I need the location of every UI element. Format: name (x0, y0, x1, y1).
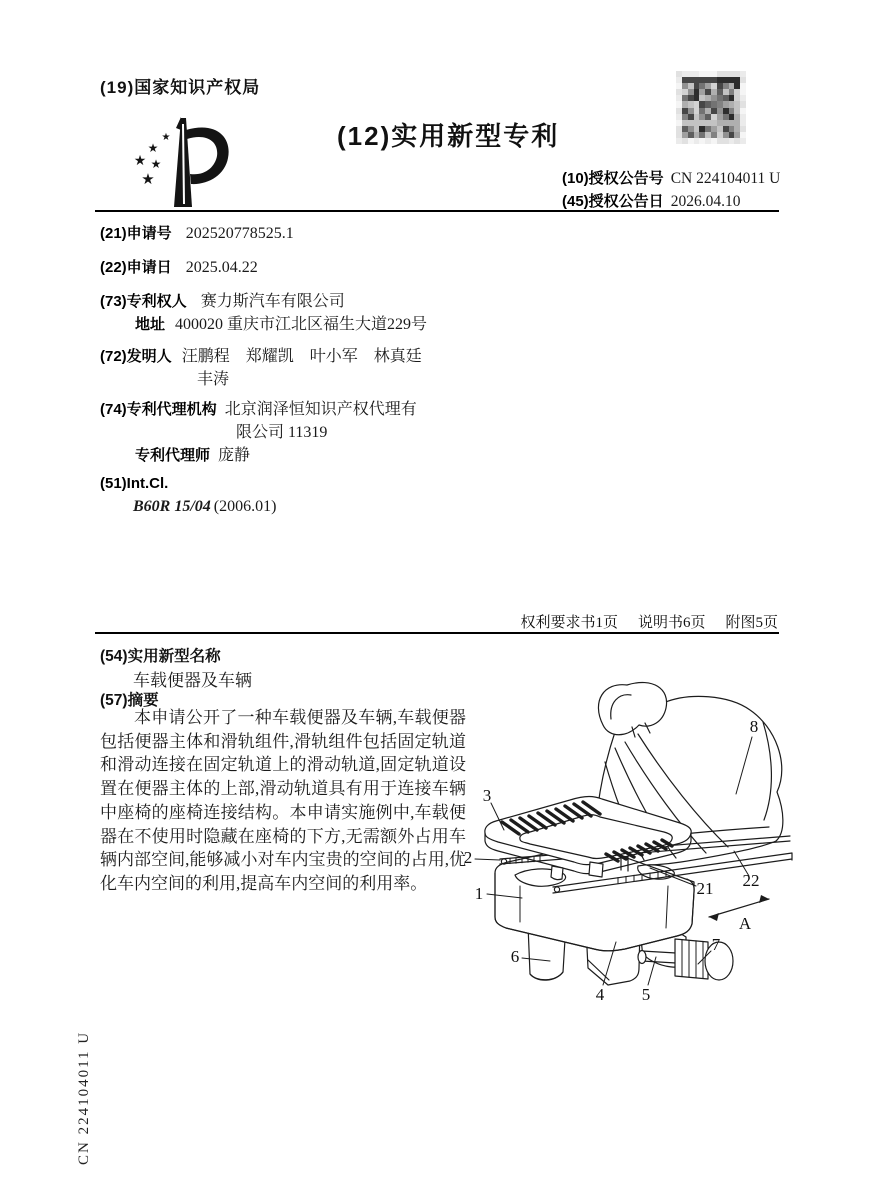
abstract-text: 本申请公开了一种车载便器及车辆,车载便器包括便器主体和滑轨组件,滑轨组件包括固定轨道和滑动连接在固定轨道上的滑动轨道,固定轨道设置在便器主体的上部,滑动轨道具有用于连接车辆中座椅的座椅连接结构。本申请实施例中,车载便器在不使用时隐藏在座椅的下方,无需额外占用车辆内部空间,能够减小对车内宝贵的空间的占用,优化车内空间的利用,提高车内空间的利用率。 (100, 708, 466, 893)
inventors-value-line2: 丰涛 (197, 371, 230, 388)
agency-value-line1: 北京润泽恒知识产权代理有 (224, 401, 417, 418)
agency-row (100, 396, 417, 419)
svg-text:★: ★ (150, 157, 162, 171)
patentee-value: 赛力斯汽车有限公司 (200, 293, 345, 310)
utility-title-label: (54)实用新型名称 (100, 648, 221, 665)
publication-date-value: 2026.04.10 (670, 193, 741, 210)
inventors-label: (72)发明人 (100, 348, 172, 365)
ipc-label: (51)Int.Cl. (100, 475, 169, 492)
publication-number-row (562, 167, 780, 188)
application-number-row (100, 222, 294, 243)
ipc-code-row (133, 498, 276, 516)
svg-text:★: ★ (161, 132, 171, 143)
inventors-row-2 (197, 366, 229, 389)
inventors-row (100, 343, 422, 366)
pages-claims: 权利要求书1页 (520, 615, 618, 631)
agent-row (135, 442, 250, 465)
pages-info (520, 611, 778, 632)
publication-date-label: (45)授权公告日 (562, 193, 664, 210)
svg-text:★: ★ (141, 170, 155, 188)
agent-label: 专利代理师 (135, 447, 211, 464)
ref-label-5: 5 (641, 985, 651, 1004)
application-date-value: 2025.04.22 (185, 259, 258, 276)
pages-drawings: 附图5页 (725, 615, 778, 631)
agency-row-2 (236, 419, 327, 442)
application-date-row (100, 256, 258, 277)
abstract-label: (57)摘要 (100, 692, 159, 709)
ipc-row (100, 475, 168, 493)
application-date-label: (22)申请日 (100, 259, 172, 276)
agency-value-line2: 限公司 11319 (236, 424, 328, 441)
ref-label-3: 3 (482, 786, 492, 805)
patentee-label: (73)专利权人 (100, 293, 187, 310)
office-name: (19)国家知识产权局 (100, 78, 261, 97)
agency-label: (74)专利代理机构 (100, 401, 217, 418)
svg-text:★: ★ (133, 153, 147, 169)
patentee-row (100, 288, 345, 311)
publication-date-row (562, 190, 740, 211)
ref-label-22: 22 (742, 871, 760, 890)
address-row (135, 311, 427, 334)
pages-description: 说明书6页 (637, 615, 706, 631)
utility-title-text: 车载便器及车辆 (133, 671, 252, 690)
ref-label-2: 2 (463, 848, 473, 867)
header-divider (95, 210, 779, 212)
publication-number-value: CN 224104011 U (670, 170, 781, 187)
ref-label-4: 4 (595, 985, 605, 1004)
address-value: 400020 重庆市江北区福生大道229号 (175, 316, 428, 333)
ref-label-21: 21 (696, 879, 714, 898)
ref-label-1: 1 (474, 884, 484, 903)
side-publication-number: CN 224104011 U (76, 1030, 92, 1165)
document-type-title: (12)实用新型专利 (337, 121, 560, 151)
inventors-value-line1: 汪鹏程 郑耀凯 叶小军 林真廷 (181, 348, 422, 365)
address-label: 地址 (135, 316, 166, 333)
ref-label-7: 7 (711, 935, 721, 954)
application-number-label: (21)申请号 (100, 225, 172, 242)
patent-drawing (458, 670, 836, 1018)
publication-number-label: (10)授权公告号 (562, 170, 664, 187)
qr-code (676, 71, 746, 144)
ipc-year-value: (2006.01) (213, 498, 277, 515)
body-divider (95, 632, 779, 634)
ref-label-6: 6 (510, 947, 520, 966)
ref-label-A: A (738, 914, 752, 933)
application-number-value: 202520778525.1 (185, 225, 294, 242)
ipc-code-value: B60R 15/04 (133, 498, 211, 515)
cnipa-logo-icon (128, 112, 243, 212)
ref-label-8: 8 (749, 717, 759, 736)
svg-text:★: ★ (147, 141, 159, 155)
agent-value: 庞静 (218, 447, 251, 464)
